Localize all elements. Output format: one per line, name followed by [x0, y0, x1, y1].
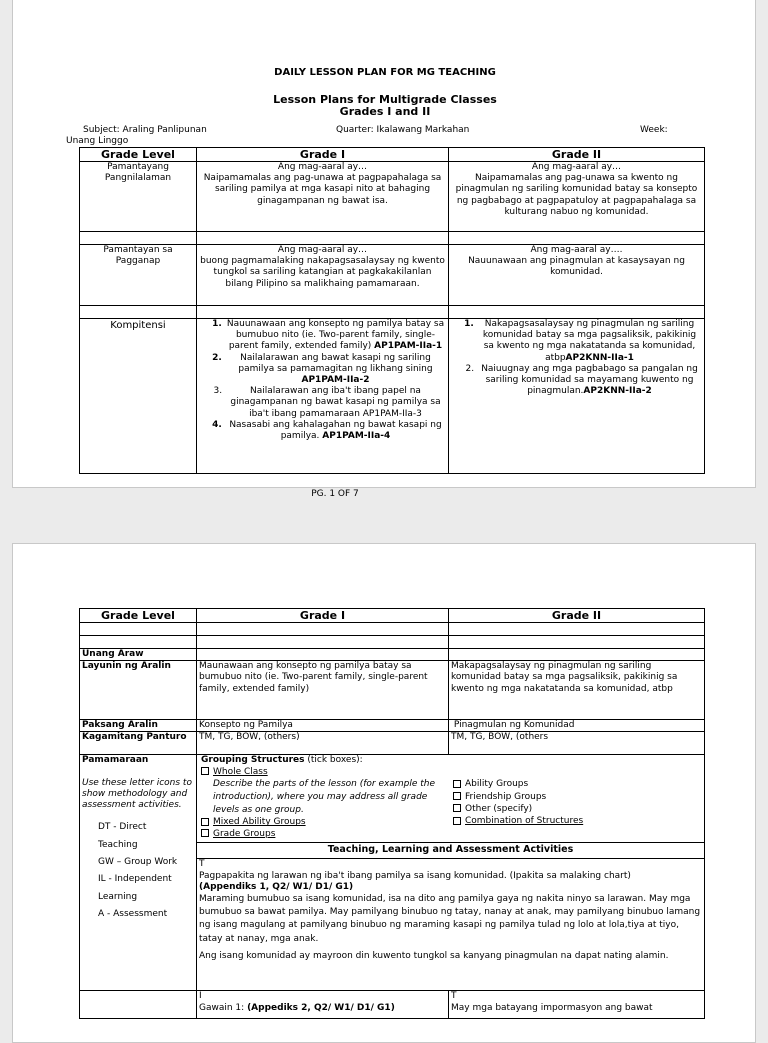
mixed-ability-checkbox[interactable]: [201, 818, 209, 826]
paksang-grade-1: Konsepto ng Pamilya: [197, 720, 449, 732]
doc-grades: Grades I and II: [339, 105, 431, 118]
legend-item: Teaching: [98, 839, 138, 850]
kompitensi-grade-2: [449, 319, 705, 474]
gawain-prefix: Gawain 1:: [199, 1002, 248, 1013]
standard-text: Nauunawaan ang pinagmulan at kasaysayan ng komunidad.: [468, 256, 685, 278]
page-2: [12, 543, 756, 1043]
other-label: Other (specify): [465, 803, 533, 814]
grade-groups-checkbox[interactable]: [201, 829, 209, 837]
competency-item: [477, 319, 702, 364]
paksang-grade-2: Pinagmulan ng Komunidad: [449, 720, 705, 732]
legend-item: GW – Group Work: [98, 857, 178, 868]
header-grade-2: Grade II: [449, 609, 705, 623]
week-value: Unang Linggo: [66, 136, 129, 146]
pagganap-grade-2: [449, 245, 705, 306]
competency-code: AP1PAM-IIa-2: [301, 375, 370, 386]
pamamaraan-note: Use these letter icons to show methodology and assessment activities.: [82, 777, 192, 811]
paragraph-2: Maraming bumubuo sa isang komunidad, isa na dito ang pamilya gaya ng nakita ninyo sa larawan. May mga bumubuo sa bawat pamilya. May pamilyang binubuo ng tatay, nanay at anak, may pamilyang binubuo lamang ng isang magulang at pamilyang binubuo ng maraming kasapi ng pamilya tulad ng lolo at lola,tiya at tiyo, tatay at nanay, mga anak.: [199, 894, 701, 944]
pamantayang-grade-1: [197, 162, 449, 232]
t-marker: T: [199, 859, 205, 870]
mixed-ability-label: Mixed Ability Groups: [213, 817, 306, 828]
header-grade-2: Grade II: [449, 148, 705, 162]
combination-checkbox[interactable]: [453, 817, 461, 825]
competency-text: Nakapagsasalaysay ng pinagmulan ng sariling komunidad batay sa mga pagsaliksik, pakikinig sa kwento ng mga nakatatanda sa komunidad, atbp: [482, 319, 697, 363]
page-1: [12, 0, 756, 499]
row-label-kompitensi: Kompitensi: [80, 319, 197, 474]
grouping-structures: [197, 755, 705, 843]
intro-text: Ang mag-aaral ay…: [277, 162, 368, 172]
whole-class-description: Describe the parts of the lesson (for example the introduction), where you may address all grade levels as one group.: [213, 778, 435, 816]
competency-code: AP1PAM-IIa-4: [322, 431, 391, 442]
legend-item: DT - Direct: [98, 822, 147, 833]
tla-content: [197, 859, 705, 991]
ability-groups-label: Ability Groups: [465, 779, 529, 790]
competency-text: Nauunawaan ang konsepto ng pamilya batay sa bumubuo nito (ie. Two-parent family, single- parent family, extended family): [226, 319, 445, 352]
gawain-grade-2: [449, 991, 705, 1019]
grade-groups-label: Grade Groups: [213, 828, 276, 839]
header-grade-level: Grade Level: [80, 609, 197, 623]
paksang-label: Paksang Aralin: [80, 720, 197, 732]
legend-item: IL - Independent: [98, 874, 172, 885]
competency-text: Nailalarawan ang iba't ibang papel na ginagampanan ng bawat kasapi ng pamilya sa iba't ibang pamamaraan: [230, 386, 441, 419]
friendship-groups-checkbox[interactable]: [453, 792, 461, 800]
whole-class-label: Whole Class: [213, 766, 268, 777]
kagamitang-grade-2: TM, TG, BOW, (others: [449, 732, 705, 755]
competency-code: AP1PAM-IIa-3: [362, 408, 422, 419]
kagamitang-grade-1: TM, TG, BOW, (others): [197, 732, 449, 755]
i-marker: I: [199, 991, 202, 1002]
competency-list-grade-2: [451, 319, 702, 397]
layunin-grade-1: Maunawaan ang konsepto ng pamilya batay sa bumubuo nito (ie. Two-parent family, single-parent family, extended family): [197, 661, 449, 720]
whole-class-checkbox[interactable]: [201, 767, 209, 775]
header-grade-1: Grade I: [197, 609, 449, 623]
unang-araw-label: Unang Araw: [80, 649, 197, 661]
pamantayang-grade-2: [449, 162, 705, 232]
competency-code: AP1PAM-IIa-1: [374, 341, 443, 352]
competency-text: Nasasabi ang kahalagahan ng bawat kasapi ng pamilya.: [229, 419, 442, 442]
pagganap-grade-1: [197, 245, 449, 306]
ability-groups-checkbox[interactable]: [453, 780, 461, 788]
standard-text: Naipamamalas ang pag-unawa at pagpapahalaga sa sariling pamilya at mga kasapi nito at bahaging ginagampanan ng bawat isa.: [203, 173, 442, 206]
combination-label: Combination of Structures: [465, 816, 584, 827]
methodology-legend: [82, 819, 194, 923]
gawain-grade-1: [197, 991, 449, 1019]
intro-text: Ang mag-aaral ay….: [530, 245, 623, 255]
competency-code: AP2KNN-IIa-2: [583, 386, 652, 397]
tla-title: Teaching, Learning and Assessment Activities: [197, 843, 705, 859]
row-label-pamantayang: Pamantayang Pangnilalaman: [80, 162, 197, 232]
paragraph-1: [199, 871, 702, 893]
competency-text: Nailalarawan ang bawat kasapi ng sariling pamilya sa pamamagitan ng likhang sining: [238, 352, 433, 374]
quarter-label: Quarter: Ikalawang Markahan: [336, 125, 470, 135]
gawain-ref: (Appediks 2, Q2/ W1/ D1/ G1): [247, 1002, 395, 1013]
competency-text: Naiuugnay ang mga pagbabago sa pangalan ng sariling komunidad sa mayamang kuwento ng pinagmulan.: [481, 363, 698, 397]
competency-item: [225, 353, 446, 387]
competency-list-grade-1: [199, 319, 446, 442]
competency-item: [477, 364, 702, 398]
standard-text: Naipamamalas ang pag-unawa sa kwento ng pinagmulan ng sariling komunidad batay sa konsepto ng pagbabago at pagpapatuloy at pagpapahalaga sa kulturang nabuo ng komunidad.: [455, 173, 698, 217]
header-grade-1: Grade I: [197, 148, 449, 162]
doc-title: DAILY LESSON PLAN FOR MG TEACHING: [274, 67, 496, 78]
grouping-suffix: (tick boxes):: [304, 755, 363, 766]
kagamitang-label: Kagamitang Panturo: [80, 732, 197, 755]
lesson-table: [79, 608, 705, 1019]
competency-code: AP2KNN-IIa-1: [565, 352, 634, 363]
pamamaraan-label: Pamamaraan: [82, 755, 149, 766]
paragraph-1-text: Pagpapakita ng larawan ng iba't ibang pamilya sa isang komunidad. (Ipakita sa malaking chart): [199, 870, 631, 881]
paragraph-3: Ang isang komunidad ay mayroon din kuwento tungkol sa kanyang pinagmulan na dapat nating alamin.: [199, 950, 669, 961]
other-checkbox[interactable]: [453, 804, 461, 812]
layunin-grade-2: Makapagsalaysay ng pinagmulan ng sariling komunidad batay sa mga pagsaliksik, pakikinig sa kwento ng mga nakatatanda sa komunidad, atbp: [449, 661, 705, 720]
t-marker: T: [451, 991, 457, 1002]
subject-label: Subject: Araling Panlipunan: [83, 125, 207, 135]
intro-text: Ang mag-aaral ay…: [277, 245, 368, 255]
competency-item: [225, 420, 446, 442]
competency-item: [225, 319, 446, 353]
standard-text: buong pagmamalaking nakapagsasalaysay ng kwento tungkol sa sariling katangian at pagkakakilanlan bilang Pilipino sa malikhaing pamamaraan.: [200, 256, 445, 289]
page-number: PG. 1 OF 7: [311, 489, 359, 499]
paragraph-1-ref: (Appendiks 1, Q2/ W1/ D1/ G1): [199, 881, 354, 892]
legend-item: Learning: [98, 891, 138, 902]
competency-item: [225, 386, 446, 420]
legend-item: A - Assessment: [98, 909, 168, 920]
friendship-groups-label: Friendship Groups: [465, 791, 547, 802]
layunin-label: Layunin ng Aralin: [80, 661, 197, 720]
standards-table: [79, 147, 705, 474]
kompitensi-grade-1: [197, 319, 449, 474]
grouping-title: Grouping Structures: [201, 755, 305, 766]
row-label-pagganap: Pamantayan sa Pagganap: [80, 245, 197, 306]
grade-2-activity-text: May mga batayang impormasyon ang bawat: [451, 1002, 653, 1013]
pamamaraan-cell: [80, 755, 197, 991]
intro-text: Ang mag-aaral ay…: [531, 162, 622, 172]
week-label: Week:: [640, 125, 668, 135]
header-grade-level: Grade Level: [80, 148, 197, 162]
doc-subtitle: Lesson Plans for Multigrade Classes: [273, 93, 497, 106]
